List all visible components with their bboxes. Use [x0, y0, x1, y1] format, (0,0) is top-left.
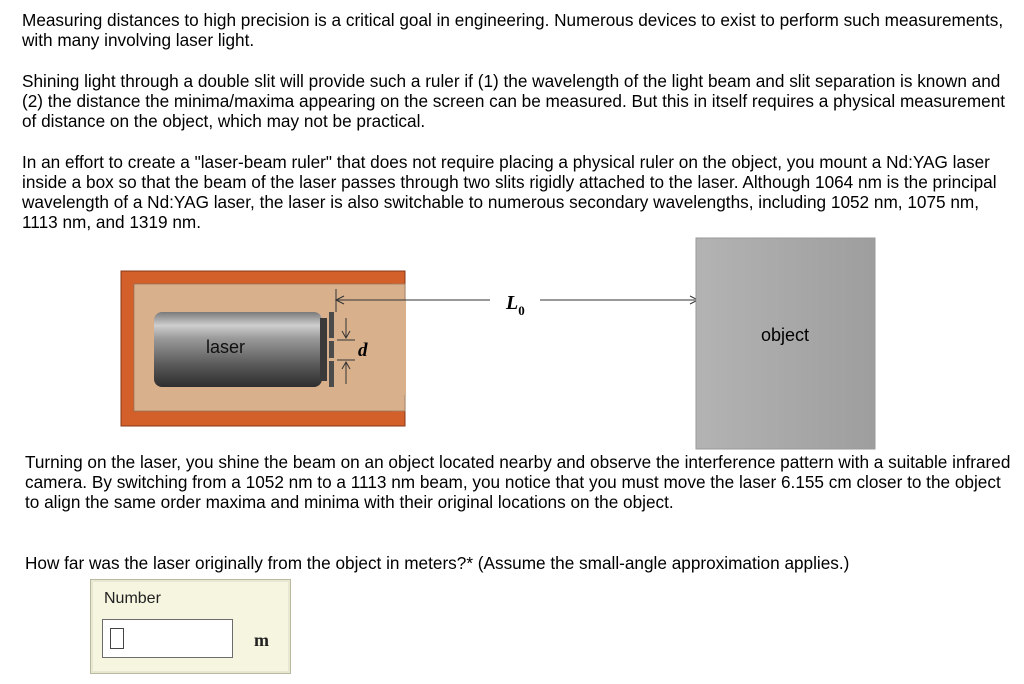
distance-label: [505, 292, 525, 318]
input-caret-box: [110, 628, 124, 649]
question-paragraph: How far was the laser originally from the object in meters?* (Assume the small-angle approximation applies.): [25, 553, 850, 573]
distance-label-subscript: 0: [518, 303, 525, 318]
slit-separation-label: d: [358, 340, 368, 361]
double-slit-paragraph: Shining light through a double slit will provide such a ruler if (1) the wavelength of the light beam and slit separation is known and (2) the distance the minima/maxima appearing on the screen can be measured. But this in itself requires a physical measurement of distance on the object, which may not be practical.: [22, 71, 1006, 131]
laser-end-cap: [320, 318, 327, 381]
double-slit: [329, 312, 334, 387]
laser-setup-paragraph: In an effort to create a "laser-beam ruler" that does not require placing a physical ruler on the object, you mount a Nd:YAG laser inside a box so that the beam of the laser passes through two slits rigidly attached to the laser. Although 1064 nm is the principal wavelength of a Nd:YAG laser, the laser is also switchable to numerous secondary wavelengths, including 1052 nm, 1075 nm, 1113 nm, and 1319 nm.: [22, 152, 997, 232]
answer-panel: [90, 579, 291, 674]
laser-label: laser: [206, 337, 246, 357]
observation-paragraph: Turning on the laser, you shine the beam on an object located nearby and observe the interference pattern with a suitable infrared camera. By switching from a 1052 nm to a 1113 nm beam, you notice that you must move the laser 6.155 cm closer to the object to align the same order maxima and minima with their original locations on the object.: [25, 452, 1011, 512]
distance-label-main: L: [506, 292, 519, 314]
object-label: object: [761, 325, 810, 345]
laser-box-opening: [392, 300, 406, 395]
answer-number-input[interactable]: [102, 619, 233, 658]
answer-unit: m: [254, 630, 269, 650]
intro-paragraph: Measuring distances to high precision is a critical goal in engineering. Numerous devices to exist to perform such measurements, with many involving laser light.: [22, 10, 1004, 50]
answer-label: Number: [104, 590, 161, 607]
